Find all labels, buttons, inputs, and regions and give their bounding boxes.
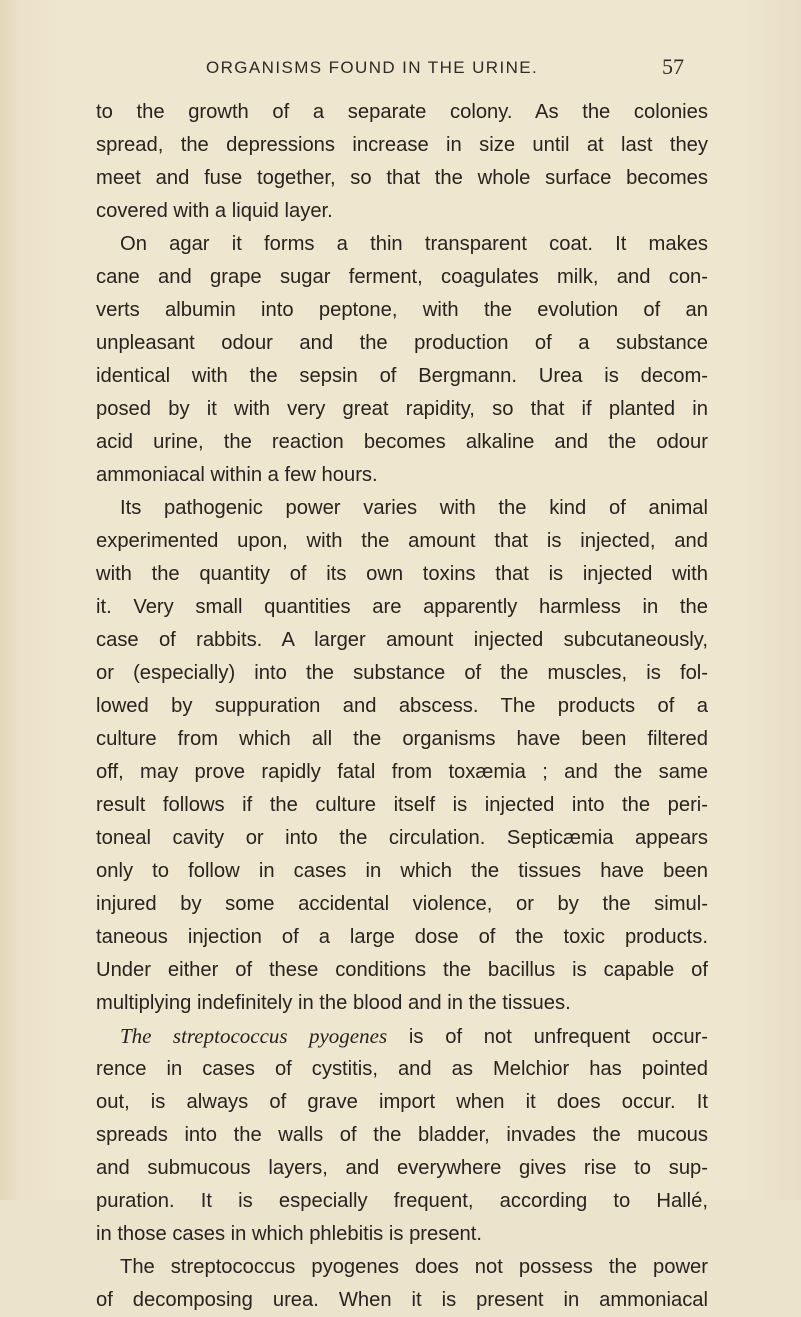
text-line: spreads into the walls of the bladder, invades the mucous [96,1124,708,1146]
text-line: acid urine, the reaction becomes alkaline and the odour [96,431,708,453]
text-line: only to follow in cases in which the tissues have been [96,860,708,882]
text-line: or (especially) into the substance of the muscles, is fol- [96,662,708,684]
text-line: spread, the depressions increase in size until at last they [96,134,708,156]
text-line: Under either of these conditions the bacillus is capable of [96,959,708,981]
text-line: unpleasant odour and the production of a substance [96,332,708,354]
text-line: off, may prove rapidly fatal from toxæmia ; and the same [96,761,708,783]
text-line: lowed by suppuration and abscess. The products of a [96,695,708,717]
text-line: taneous injection of a large dose of the toxic products. [96,926,708,948]
text-line: it. Very small quantities are apparently harmless in the [96,596,708,618]
text-line: covered with a liquid layer. [96,200,333,222]
text-line: of decomposing urea. When it is present in ammoniacal [96,1289,708,1311]
text-line: The streptococcus pyogenes does not possess the power [120,1256,708,1278]
text-line: in those cases in which phlebitis is present. [96,1223,483,1245]
text-line: with the quantity of its own toxins that is injected with [96,563,708,585]
text-line: experimented upon, with the amount that is injected, and [96,530,708,552]
text-line: On agar it forms a thin transparent coat. It makes [120,233,708,255]
text-line-with-italic-lead [96,1020,708,1053]
text-line: posed by it with very great rapidity, so that if planted in [96,398,708,420]
text-line: case of rabbits. A larger amount injected subcutaneously, [96,629,708,651]
text-line: out, is always of grave import when it does occur. It [96,1091,708,1113]
text-line: meet and fuse together, so that the whole surface becomes [96,167,708,189]
text-line: multiplying indefinitely in the blood and in the tissues. [96,992,571,1014]
text-line: ammoniacal within a few hours. [96,464,378,486]
text-line: toneal cavity or into the circulation. Septicæmia appears [96,827,708,849]
text-line: injured by some accidental violence, or by the simul- [96,893,708,915]
text-line: puration. It is especially frequent, according to Hallé, [96,1190,708,1212]
text-line: verts albumin into peptone, with the evolution of an [96,299,708,321]
text-line: culture from which all the organisms have been filtered [96,728,708,750]
text-line: cane and grape sugar ferment, coagulates milk, and con- [96,266,708,288]
text-line: to the growth of a separate colony. As the colonies [96,101,708,123]
text-line: rence in cases of cystitis, and as Melchior has pointed [96,1058,708,1080]
text-line: identical with the sepsin of Bergmann. Urea is decom- [96,365,708,387]
italic-term: The streptococcus pyogenes [120,1024,388,1048]
page-number: 57 [662,54,684,79]
body-text [96,96,708,1317]
text-line: result follows if the culture itself is injected into the peri- [96,794,708,816]
text-line: Its pathogenic power varies with the kind of animal [120,497,708,519]
text-line: and submucous layers, and everywhere gives rise to sup- [96,1157,708,1179]
running-header: ORGANISMS FOUND IN THE URINE. [206,58,539,77]
text-line-rest: is of not unfrequent occur- [387,1026,708,1048]
